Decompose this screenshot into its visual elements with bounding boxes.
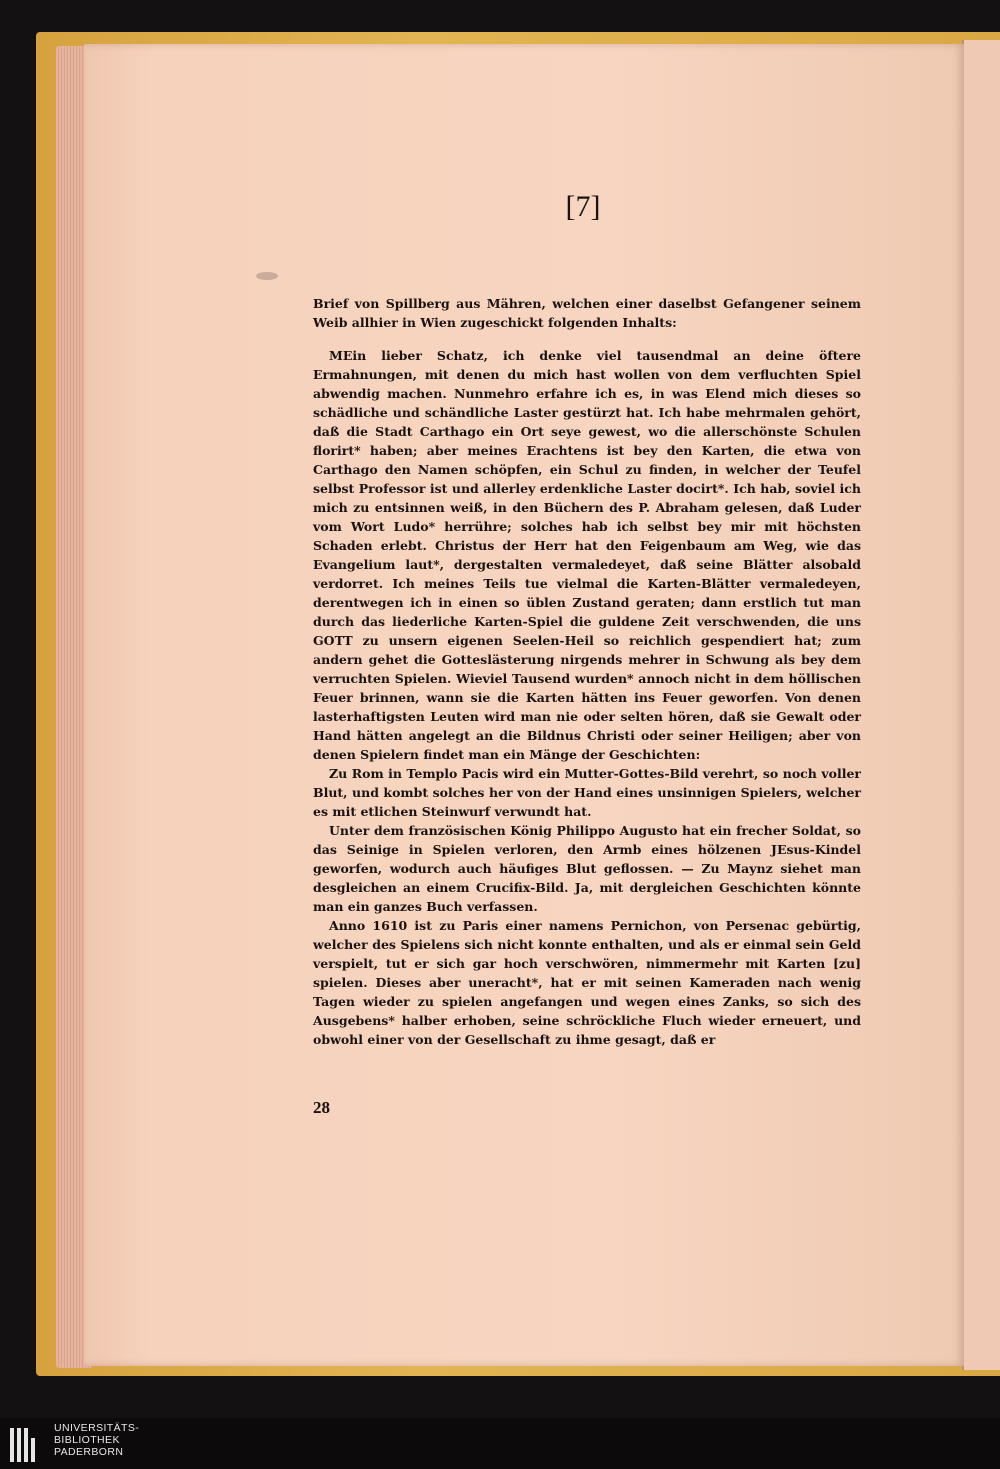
paragraph-2: Zu Rom in Templo Pacis wird ein Mutter-Gottes-Bild verehrt, so noch voller Blut, und kombt solches her von der Hand eines unsinnigen Spielers, welcher es mit etlichen Steinwurf verwundt hat. — [313, 766, 861, 819]
library-logo-icon — [10, 1428, 48, 1462]
logo-line-1: UNIVERSITÄTS- — [54, 1422, 140, 1434]
ink-smudge — [256, 272, 278, 280]
footer-bar — [0, 1418, 1000, 1469]
letter-intro: Brief von Spillberg aus Mähren, welchen einer daselbst Gefangener seinem Weib allhier in Wien zugeschickt folgenden Inhalts: — [313, 296, 861, 330]
facing-page-edge — [962, 40, 1000, 1370]
paragraph-3: Unter dem französischen König Philippo Augusto hat ein frecher Soldat, so das Seinige in Spielen verloren, den Armb eines hölzenen JEsus-Kindel geworfen, wodurch auch häufiges Blut geflossen. — Zu Maynz siehet man desgleichen an einem Crucifix-Bild. Ja, mit dergleichen Geschichten könnte man ein ganzes Buch verfassen. — [313, 823, 861, 914]
text-column — [313, 294, 861, 1049]
paragraph-1: MEin lieber Schatz, ich denke viel tausendmal an deine öftere Ermahnungen, mit denen du mich hast wollen von dem verfluchten Spiel abwendig machen. Nunmehro erfahre ich es, in was Elend mich dieses so schädliche und schändliche Laster gestürzt hat. Ich habe mehrmalen gehört, daß die Stadt Carthago ein Ort seye gewest, wo die allerschönste Schulen florirt* haben; aber meines Erachtens ist bey den Karten, die etwa von Carthago den Namen schöpfen, ein Schul zu finden, in welcher der Teufel selbst Professor ist und allerley erdenkliche Laster docirt*. Ich hab, soviel ich mich zu entsinnen weiß, in den Büchern des P. Abraham gelesen, daß Luder vom Wort Ludo* herrühre; solches hab ich selbst bey mir mit höchsten Schaden erlebt. Christus der Herr hat den Feigenbaum am Weg, wie das Evangelium laut*, dergestalten vermaledeyet, daß seine Blätter alsobald verdorret. Ich meines Teils tue vielmal die Karten-Blätter vermaledeyen, derentwegen ich in einen so üblen Zustand geraten; dann erstlich tut man durch das liederliche Karten-Spiel die guldene Zeit verschwenden, die uns GOTT zu unsern eigenen Seelen-Heil so reichlich gespendiert hat; zum andern gehet die Gotteslästerung nirgends mehrer in Schwung als bey dem verruchten Spielen. Wieviel Tausend wurden* annoch nicht in dem höllischen Feuer brinnen, wann sie die Karten hätten ins Feuer geworfen. Von denen lasterhaftigsten Leuten wird man nie oder selten hören, daß sie Gewalt oder Hand hätten angelegt an die Bildnus Christi oder seiner Heiligen; aber von denen Spielern findet man ein Mänge der Geschichten: — [313, 348, 861, 762]
logo-line-2: BIBLIOTHEK — [54, 1434, 120, 1446]
folio-page-number: 28 — [313, 1098, 330, 1117]
library-logo-text — [54, 1422, 139, 1458]
paragraph-4: Anno 1610 ist zu Paris einer namens Pernichon, von Persenac gebürtig, welcher des Spielens sich nicht konnte enthalten, und als er einmal sein Geld verspielt, tut er sich gar hoch verschwören, nimmermehr mit Karten [zu] spielen. Dieses aber uneracht*, hat er mit seinen Kameraden nach wenig Tagen wieder zu spielen angefangen und wegen eines Zanks, so sich des Ausgebens* halber erhoben, seine schröckliche Fluch wieder erneuert, und obwohl einer von der Gesellschaft zu ihme gesagt, daß er — [313, 918, 861, 1047]
logo-line-3: PADERBORN — [54, 1446, 124, 1458]
page-header-number: [7] — [565, 190, 601, 223]
